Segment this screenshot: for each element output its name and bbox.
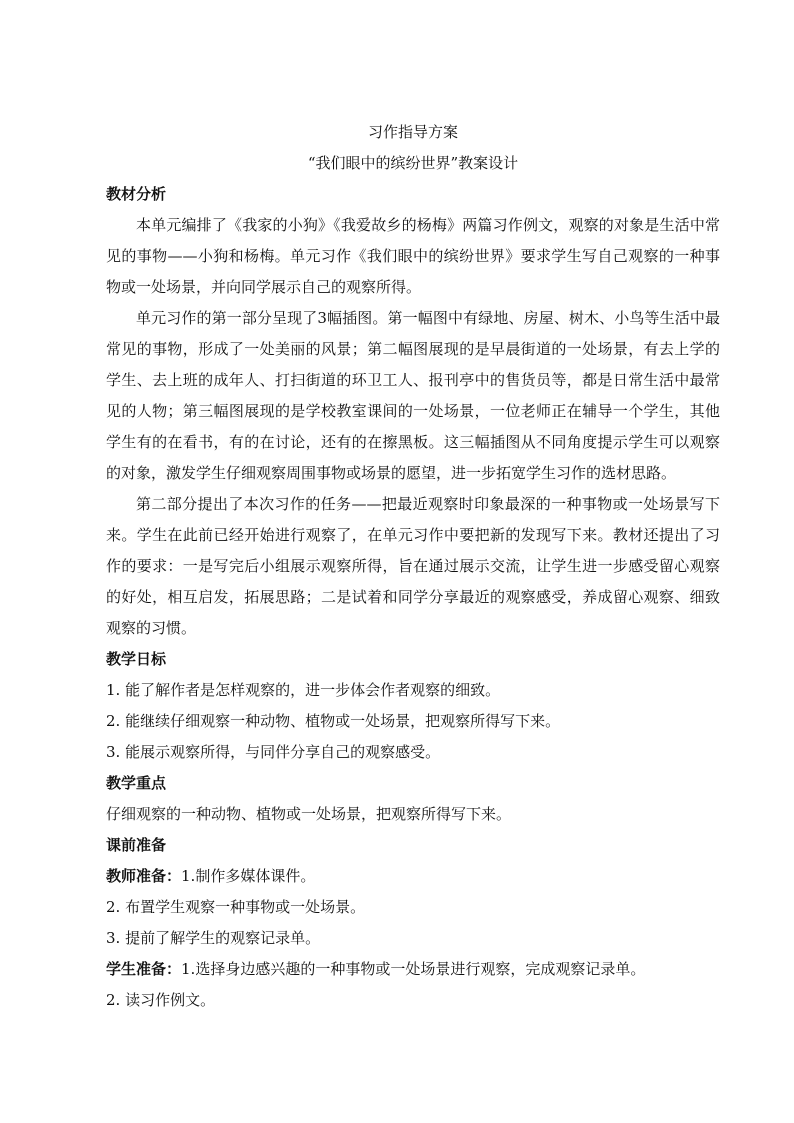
- goal-item-3: 3. 能展示观察所得，与同伴分享自己的观察感受。: [106, 743, 441, 761]
- document-body: [106, 117, 720, 1016]
- goal-item-2: 2. 能继续仔细观察一种动物、植物或一处场景，把观察所得写下来。: [106, 712, 561, 730]
- teacher-preparation-label: 教师准备：: [106, 867, 182, 885]
- analysis-paragraph-3: 第二部分提出了本次习作的任务——把最近观察时印象最深的一种事物或一处场景写下来。学生在此前已经开始进行观察了，在单元习作中要把新的发现写下来。教材还提出了习作的要求：一是写完后小组展示观察所得，旨在通过展示交流，让学生进一步感受留心观察的好处，相互启发，拓展思路；二是试着和同学分享最近的观察感受，养成留心观察、细致观察的习惯。: [106, 495, 720, 637]
- student-preparation-line: [106, 954, 720, 985]
- analysis-heading: 教材分析: [106, 185, 167, 203]
- focus-heading: 教学重点: [106, 774, 167, 792]
- document-subtitle: “我们眼中的缤纷世界”教案设计: [307, 154, 519, 172]
- preparation-heading: 课前准备: [106, 836, 167, 854]
- teacher-preparation-item-1: 1.制作多媒体课件。: [181, 867, 316, 885]
- analysis-paragraph-2: 单元习作的第一部分呈现了3幅插图。第一幅图中有绿地、房屋、树木、小鸟等生活中最常见的事物，形成了一处美丽的风景；第二幅图展现的是早晨街道的一处场景，有去上学的学生、去上班的成年人、打扫街道的环卫工人、报刊亭中的售货员等，都是日常生活中最常见的人物；第三幅图展现的是学校教室课间的一处场景，一位老师正在辅导一个学生，其他学生有的在看书，有的在讨论，还有的在擦黑板。这三幅插图从不同角度提示学生可以观察的对象，激发学生仔细观察周围事物或场景的愿望，进一步拓宽学生习作的选材思路。: [106, 309, 720, 482]
- teacher-preparation-line: [106, 861, 720, 892]
- document-title: 习作指导方案: [367, 123, 458, 141]
- student-preparation-item-2: 2. 读习作例文。: [106, 991, 216, 1009]
- student-preparation-label: 学生准备：: [106, 960, 182, 978]
- goals-heading: 教学日标: [106, 650, 167, 668]
- teacher-preparation-item-2: 2. 布置学生观察一种事物或一处场景。: [106, 898, 366, 916]
- student-preparation-item-1: 1.选择身边感兴趣的一种事物或一处场景进行观察，完成观察记录单。: [181, 960, 646, 978]
- focus-text: 仔细观察的一种动物、植物或一处场景，把观察所得写下来。: [106, 805, 512, 823]
- teacher-preparation-item-3: 3. 提前了解学生的观察记录单。: [106, 929, 321, 947]
- goal-item-1: 1. 能了解作者是怎样观察的，进一步体会作者观察的细致。: [106, 681, 501, 699]
- analysis-paragraph-1: 本单元编排了《我家的小狗》《我爱故乡的杨梅》两篇习作例文，观察的对象是生活中常见的事物——小狗和杨梅。单元习作《我们眼中的缤纷世界》要求学生写自己观察的一种事物或一处场景，并向同学展示自己的观察所得。: [106, 216, 720, 296]
